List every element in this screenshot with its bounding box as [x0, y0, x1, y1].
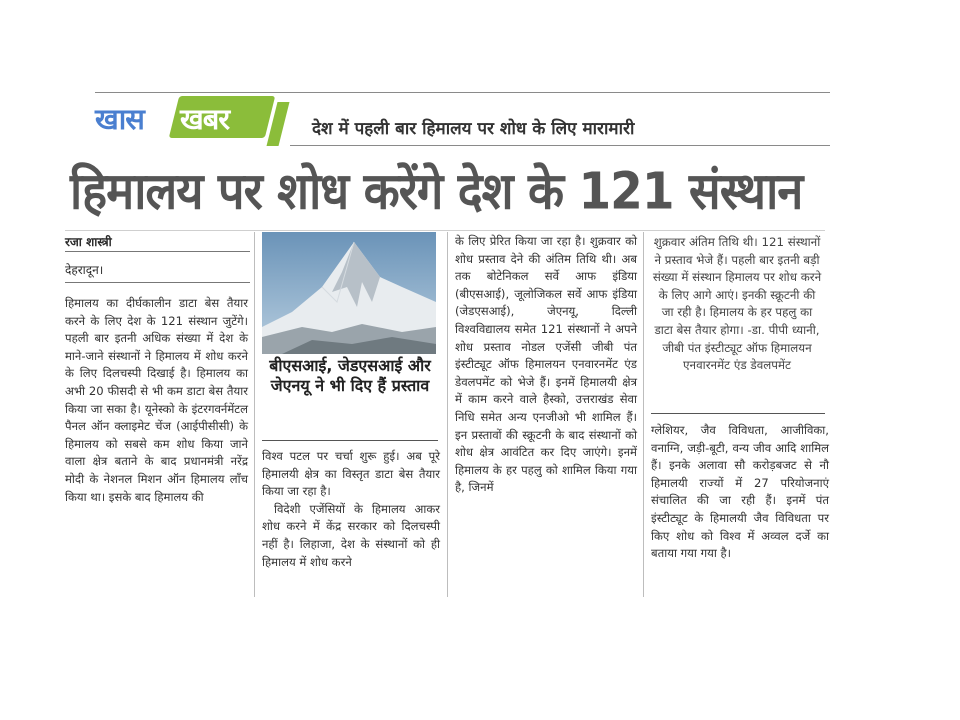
section-logo-part1: खास: [95, 102, 144, 136]
column-2-paragraph-2: विदेशी एजेंसियों के हिमालय आकर शोध करने में केंद्र सरकार को दिलचस्पी नहीं है। लिहाजा, देश के संस्थानों को ही हिमालय में शोध करने: [262, 501, 440, 569]
headline: हिमालय पर शोध करेंगे देश के 121 संस्थान: [70, 162, 803, 222]
dateline-rule: [65, 282, 250, 283]
mountain-image: [262, 232, 436, 354]
column-1-text: हिमालय का दीर्घकालीन डाटा बेस तैयार करने के लिए देश के 121 संस्थान जुटेंगे। पहली बार इतनी अधिक संख्या में देश के माने-जाने संस्थानों ने हिमालय में शोध करने के लिए दिलचस्पी दिखाई है। हिमालय का अभी 20 फीसदी से भी कम डाटा बेस तैयार किया जा सका है। यूनेस्को के इंटरगवर्नमेंटल पैनल ऑन क्लाइमेट चेंज (आईपीसीसी) के हिमालय को सबसे कम शोध किया जाने वाला क्षेत्र बताने के बाद प्रधानमंत्री नरेंद्र मोदी के नेशनल मिशन ऑन हिमालय लॉंच किया था। इसके बाद हिमालय की: [65, 296, 248, 504]
column-3: [455, 233, 637, 497]
top-rule: [95, 92, 830, 93]
quote-rule: [651, 413, 825, 414]
column-divider-1: [254, 232, 255, 597]
column-4-text: ग्लेशियर, जैव विविधता, आजीविका, वनाग्नि, जड़ी-बूटी, वन्य जीव आदि शामिल हैं। इनके अलावा सौ करोड़बजट से नौ हिमालयी राज्यों में 27 परियोजनाएं संचालित की जा रही हैं। इनमें पंत इंस्टीट्यूट के हिमालयी जैव विविधता पर किए शोध को विश्व में अव्वल दर्जे का बताया गया गया है।: [651, 423, 829, 561]
photo-caption: बीएसआई, जेडएसआई और जेएनयू ने भी दिए हैं प्रस्ताव: [269, 356, 431, 395]
column-3-text: के लिए प्रेरित किया जा रहा है। शुक्रवार को शोध प्रस्ताव देने की अंतिम तिथि थी। अब तक बोटेनिकल सर्वे आफ इंडिया (बीएसआई), जूलोजिकल सर्वे आफ इंडिया (जेडएसआई), जेएनयू, दिल्ली विश्वविद्यालय समेत 121 संस्थानों ने अपने शोध प्रस्ताव नोडल एजेंसी जीबी पंत इंस्टीट्यूट ऑफ हिमालयन एनवारनमेंट एंड डेवलपमेंट को भेजे हैं। इनमें हिमालयी क्षेत्र में काम करने वाले हैस्को, उत्तराखंड सेवा निधि समेत अन्य एनजीओ भी शामिल हैं। इन प्रस्तावों की स्क्रूटनी के बाद संस्थानों को शोध क्षेत्र आवंटित कर दिए जाएंगे। इनमें हिमालय के हर पहलु को शामिल किया गया है, जिनमें: [455, 234, 637, 495]
column-1: [65, 295, 248, 506]
column-2: [262, 448, 440, 571]
byline: रजा शास्त्री: [65, 235, 112, 249]
caption-rule: [262, 440, 438, 441]
column-divider-3: [643, 232, 644, 597]
mountain-photo: [262, 232, 436, 354]
byline-rule: [65, 251, 250, 252]
quote-box: शुक्रवार अंतिम तिथि थी। 121 संस्थानों ने प्रस्ताव भेजे हैं। पहली बार इतनी बड़ी संख्या में संस्थान हिमालय पर शोध करने के लिए आगे आएं। इनकी स्क्रूटनी की जा रही है। हिमालय के हर पहलु का डाटा बेस तैयार होगा। -डा. पीपी ध्यानी, जीबी पंत इंस्टीट्यूट ऑफ हिमालयन एनवारनमेंट एंड डेवलपमेंट: [652, 235, 822, 373]
column-divider-2: [447, 232, 448, 597]
section-logo-part2: खबर: [180, 102, 230, 136]
headline-rule: [65, 230, 825, 231]
tagline-rule: [290, 145, 830, 146]
column-2-paragraph-1: विश्व पटल पर चर्चा शुरू हुई। अब पूरे हिमालयी क्षेत्र का विस्तृत डाटा बेस तैयार किया जा रहा है।: [262, 449, 440, 499]
dateline: देहरादून।: [65, 263, 104, 277]
tagline: देश में पहली बार हिमालय पर शोध के लिए मारामारी: [312, 119, 635, 139]
column-4: [651, 422, 829, 563]
